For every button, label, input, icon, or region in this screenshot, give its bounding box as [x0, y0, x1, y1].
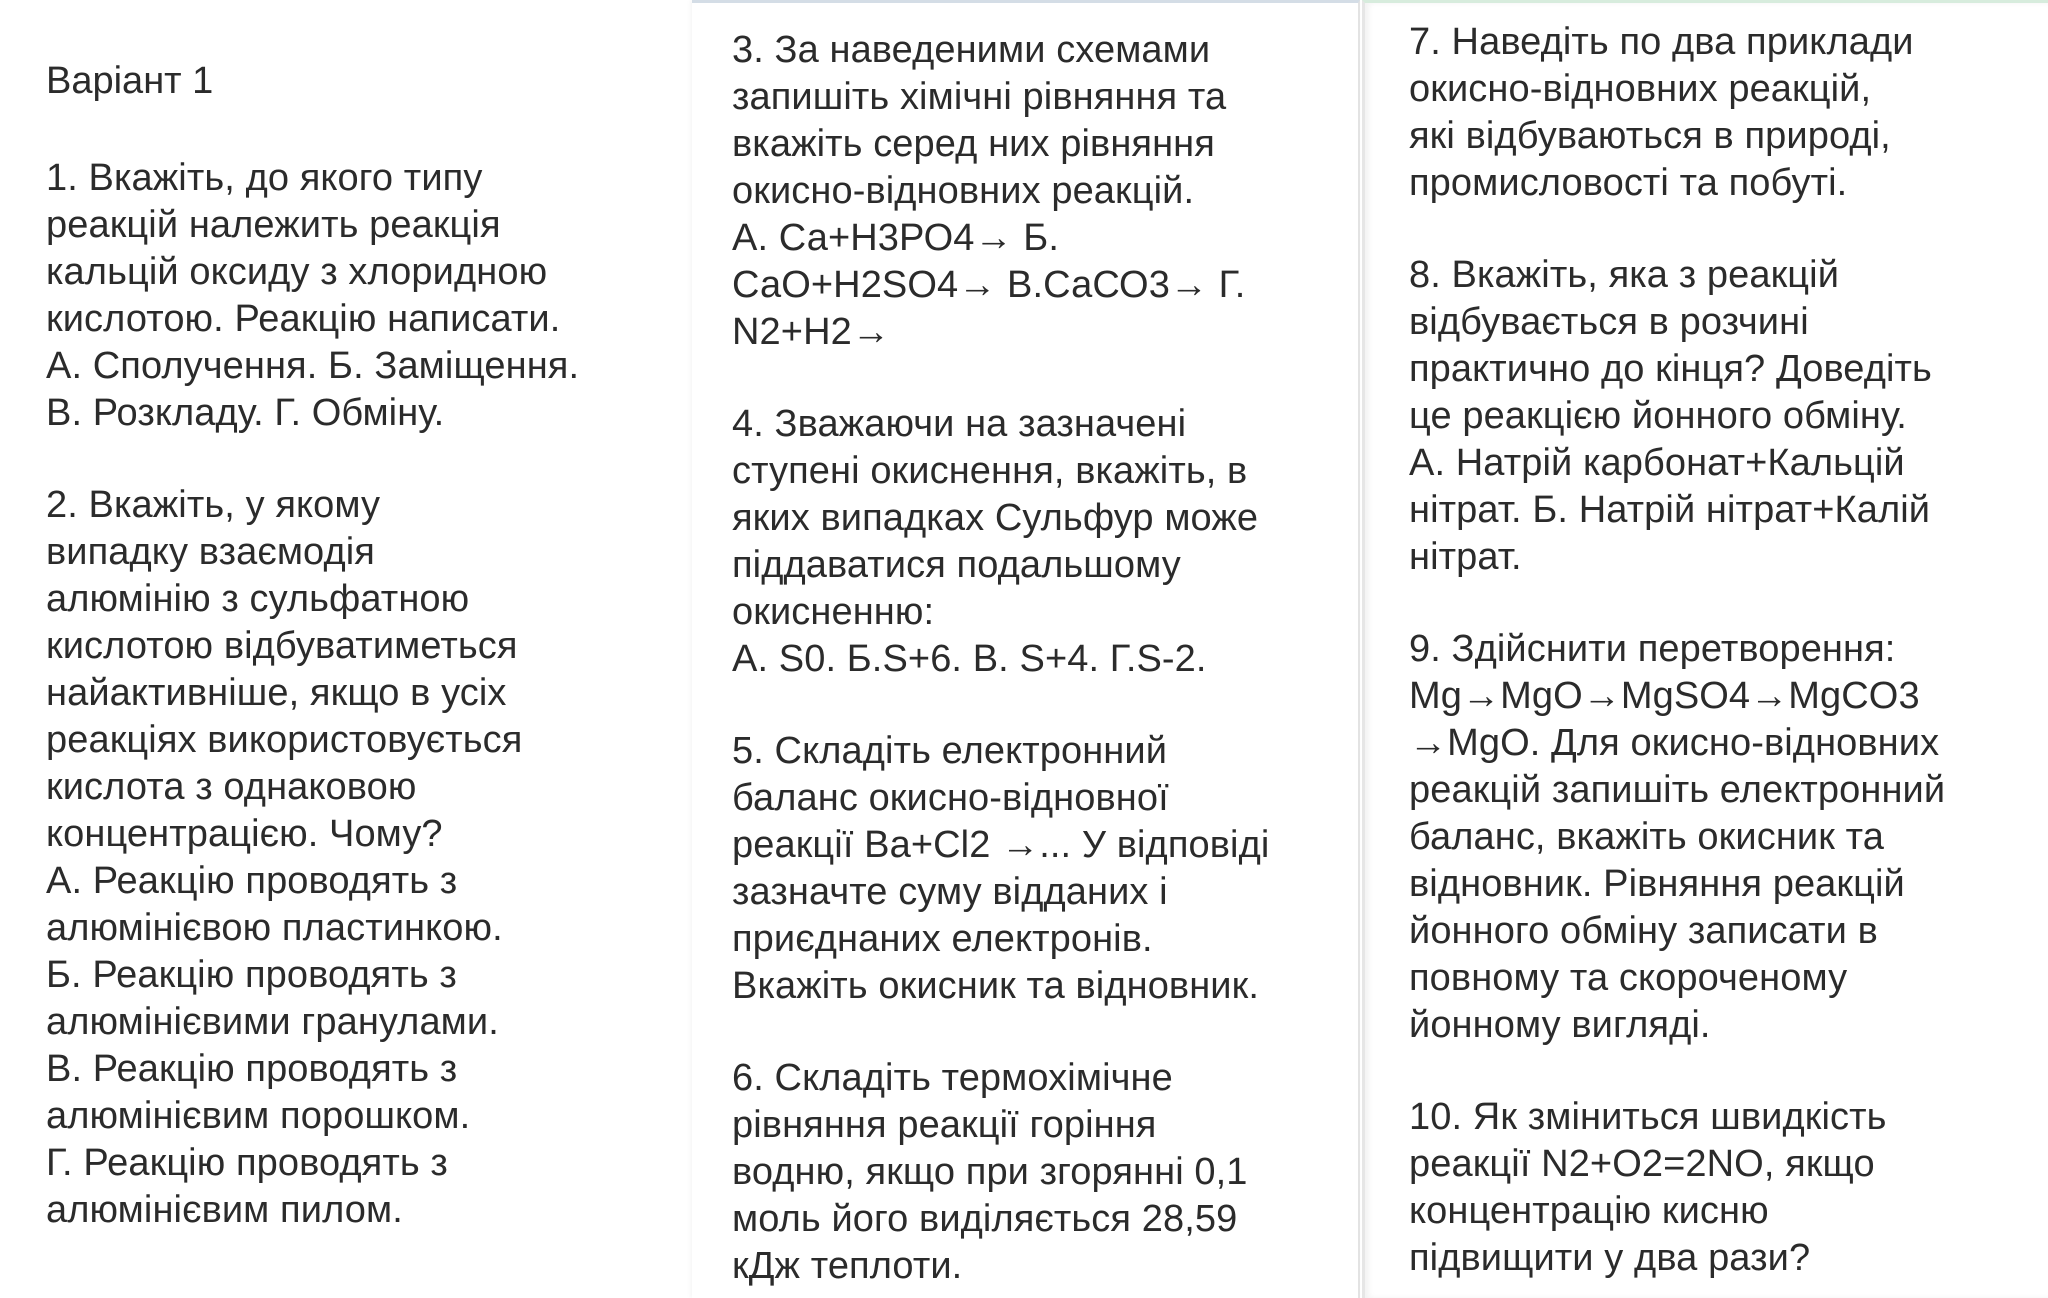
- question-line: випадку взаємодія: [46, 531, 375, 573]
- question-line: Г. Реакцію проводять з: [46, 1142, 448, 1184]
- question-line: водню, якщо при згорянні 0,1: [732, 1151, 1248, 1193]
- question-line: яких випадках Сульфур може: [732, 497, 1259, 539]
- question-line: повному та скороченому: [1409, 957, 1848, 999]
- question-line: В. Реакцію проводять з: [46, 1048, 458, 1090]
- question-7: [1409, 19, 2048, 207]
- question-line: кальцій оксиду з хлоридною: [46, 251, 548, 293]
- question-line: А. Са+Н3РО4→ Б.: [732, 217, 1059, 259]
- column-3: [1362, 0, 2048, 1298]
- question-line: 3. За наведеними схемами: [732, 29, 1211, 71]
- question-line: реакції N2+O2=2NO, якщо: [1409, 1143, 1875, 1185]
- question-line: практично до кінця? Доведіть: [1409, 348, 1932, 390]
- question-line: найактивніше, якщо в усіх: [46, 672, 507, 714]
- question-line: це реакцією йонного обміну.: [1409, 395, 1907, 437]
- question-line: моль його виділяється 28,59: [732, 1198, 1238, 1240]
- question-line: запишіть хімічні рівняння та: [732, 76, 1227, 118]
- question-line: А. Сполучення. Б. Заміщення.: [46, 345, 580, 387]
- question-3: [732, 27, 1358, 356]
- question-line: кислотою відбуватиметься: [46, 625, 518, 667]
- question-line: відбувається в розчині: [1409, 301, 1809, 343]
- question-6: [732, 1055, 1358, 1290]
- column-2: [692, 0, 1360, 1298]
- question-line: алюмінієвими гранулами.: [46, 1001, 499, 1043]
- question-9: [1409, 626, 2048, 1049]
- question-line: 4. Зважаючи на зазначені: [732, 403, 1187, 445]
- question-line: 5. Складіть електронний: [732, 730, 1168, 772]
- question-line: 8. Вкажіть, яка з реакцій: [1409, 254, 1840, 296]
- question-line: кислотою. Реакцію написати.: [46, 298, 561, 340]
- question-line: окисненню:: [732, 591, 935, 633]
- question-line: йонного обміну записати в: [1409, 910, 1878, 952]
- question-line: відновник. Рівняння реакцій: [1409, 863, 1905, 905]
- question-line: баланс окисно-відновної: [732, 777, 1169, 819]
- question-line: кДж теплоти.: [732, 1245, 963, 1287]
- question-line: реакцій належить реакція: [46, 204, 501, 246]
- question-line: А. S0. Б.S+6. В. S+4. Г.S-2.: [732, 638, 1207, 680]
- question-line: реакцій запишіть електронний: [1409, 769, 1946, 811]
- question-line: вкажіть серед них рівняння: [732, 123, 1215, 165]
- question-line: N2+Н2→: [732, 311, 890, 353]
- question-1: [46, 155, 680, 437]
- question-line: 9. Здійснити перетворення:: [1409, 628, 1896, 670]
- question-line: 6. Складіть термохімічне: [732, 1057, 1173, 1099]
- question-line: кислота з однаковою: [46, 766, 417, 808]
- question-line: які відбуваються в природі,: [1409, 115, 1891, 157]
- question-line: піддаватися подальшому: [732, 544, 1181, 586]
- question-8: [1409, 252, 2048, 581]
- question-2: [46, 482, 680, 1234]
- question-line: реакціях використовується: [46, 719, 523, 761]
- question-line: нітрат.: [1409, 536, 1522, 578]
- question-line: алюмінієвою пластинкою.: [46, 907, 503, 949]
- question-line: зазначте суму відданих і: [732, 871, 1168, 913]
- question-line: промисловості та побуті.: [1409, 162, 1848, 204]
- column-1: [0, 0, 680, 1298]
- question-line: Б. Реакцію проводять з: [46, 954, 457, 996]
- question-line: 7. Наведіть по два приклади: [1409, 21, 1914, 63]
- question-line: йонному вигляді.: [1409, 1004, 1711, 1046]
- question-line: ступені окиснення, вкажіть, в: [732, 450, 1248, 492]
- question-line: концентрацією. Чому?: [46, 813, 443, 855]
- question-line: 10. Як зміниться швидкість: [1409, 1096, 1887, 1138]
- question-line: 1. Вкажіть, до якого типу: [46, 157, 483, 199]
- question-line: В. Розкладу. Г. Обміну.: [46, 392, 445, 434]
- question-line: →MgO. Для окисно-відновних: [1409, 722, 1940, 764]
- question-line: алюмінію з сульфатною: [46, 578, 470, 620]
- question-line: реакції Ва+Сl2 →... У відповіді: [732, 824, 1270, 866]
- question-line: підвищити у два рази?: [1409, 1237, 1811, 1279]
- question-line: нітрат. Б. Натрій нітрат+Калій: [1409, 489, 1931, 531]
- question-line: алюмінієвим пилом.: [46, 1189, 403, 1231]
- question-line: А. Натрій карбонат+Кальцій: [1409, 442, 1905, 484]
- question-line: 2. Вкажіть, у якому: [46, 484, 381, 526]
- question-line: Mg→MgO→MgSO4→MgCO3: [1409, 675, 1920, 717]
- question-line: А. Реакцію проводять з: [46, 860, 458, 902]
- question-line: окисно-відновних реакцій,: [1409, 68, 1872, 110]
- question-line: баланс, вкажіть окисник та: [1409, 816, 1884, 858]
- question-line: концентрацію кисню: [1409, 1190, 1769, 1232]
- question-10: [1409, 1094, 2048, 1282]
- variant-title: Варіант 1: [46, 60, 214, 102]
- question-line: алюмінієвим порошком.: [46, 1095, 471, 1137]
- question-4: [732, 401, 1358, 683]
- question-5: [732, 728, 1358, 1010]
- question-line: рівняння реакції горіння: [732, 1104, 1157, 1146]
- question-line: Вкажіть окисник та відновник.: [732, 965, 1260, 1007]
- question-line: приєднаних електронів.: [732, 918, 1153, 960]
- question-line: СаО+Н2SО4→ В.СаСО3→ Г.: [732, 264, 1246, 306]
- question-line: окисно-відновних реакцій.: [732, 170, 1195, 212]
